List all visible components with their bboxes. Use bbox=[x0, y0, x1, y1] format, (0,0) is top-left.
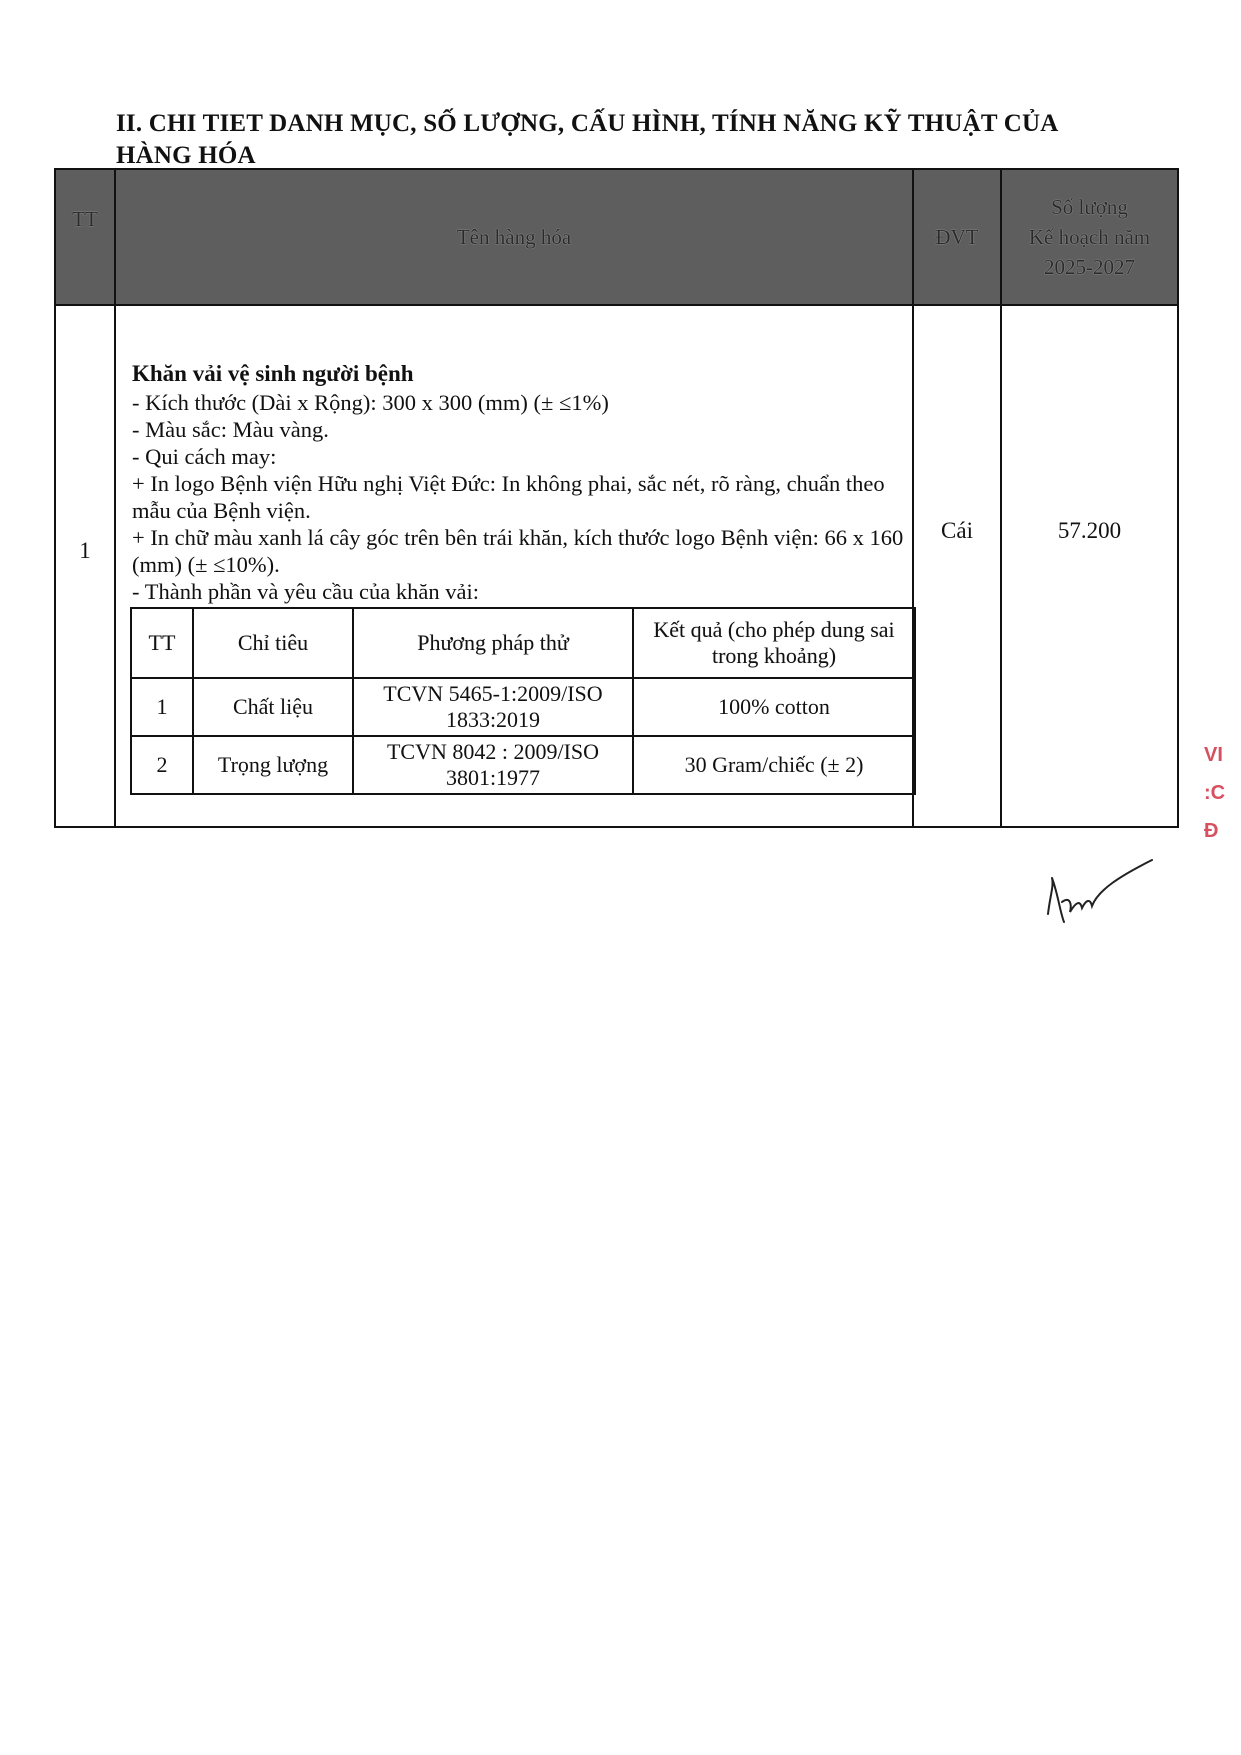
product-title: Khăn vải vệ sinh người bệnh bbox=[132, 361, 414, 386]
table-row bbox=[131, 736, 915, 794]
stamp-text: Đ bbox=[1204, 820, 1219, 842]
signature-icon bbox=[1040, 856, 1160, 936]
row-unit: Cái bbox=[913, 305, 1001, 827]
header-qty-line2: Kế hoạch năm bbox=[1028, 225, 1151, 249]
spec-header-result: Kết quả (cho phép dung sai trong khoảng) bbox=[633, 608, 915, 678]
spec-cell-criteria: Chất liệu bbox=[193, 678, 353, 736]
stamp-fragment bbox=[1204, 736, 1241, 850]
header-qty bbox=[1001, 169, 1178, 305]
spec-cell-tt: 1 bbox=[131, 678, 193, 736]
header-qty-line1: Số lượng bbox=[1051, 195, 1128, 219]
header-unit: ĐVT bbox=[913, 169, 1001, 305]
description-line: - Qui cách may: bbox=[132, 444, 277, 469]
stamp-text: VI bbox=[1204, 744, 1223, 766]
header-tt: TT bbox=[55, 169, 115, 305]
spec-cell-method: TCVN 8042 : 2009/ISO 3801:1977 bbox=[353, 736, 633, 794]
spec-table bbox=[130, 607, 916, 795]
spec-cell-tt: 2 bbox=[131, 736, 193, 794]
header-qty-line3: 2025-2027 bbox=[1044, 255, 1135, 279]
table-row bbox=[131, 678, 915, 736]
description-line: - Thành phần và yêu cầu của khăn vải: bbox=[132, 579, 479, 604]
spec-cell-result: 100% cotton bbox=[633, 678, 915, 736]
description-line: - Kích thước (Dài x Rộng): 300 x 300 (mm) (± ≤1%) bbox=[132, 390, 609, 415]
goods-table bbox=[54, 168, 1179, 828]
row-description bbox=[115, 305, 913, 827]
section-heading: II. CHI TIET DANH MỤC, SỐ LƯỢNG, CẤU HÌNH, TÍNH NĂNG KỸ THUẬT CỦA HÀNG HÓA bbox=[116, 110, 1058, 169]
spec-cell-method: TCVN 5465-1:2009/ISO 1833:2019 bbox=[353, 678, 633, 736]
spec-header-method: Phương pháp thử bbox=[353, 608, 633, 678]
spec-cell-criteria: Trọng lượng bbox=[193, 736, 353, 794]
spec-cell-result: 30 Gram/chiếc (± 2) bbox=[633, 736, 915, 794]
stamp-text: :C bbox=[1204, 782, 1226, 804]
description-line: - Màu sắc: Màu vàng. bbox=[132, 417, 329, 442]
row-qty: 57.200 bbox=[1001, 305, 1178, 827]
header-name: Tên hàng hóa bbox=[115, 169, 913, 305]
spec-table-header bbox=[131, 608, 915, 678]
description-line: + In logo Bệnh viện Hữu nghị Việt Đức: In không phai, sắc nét, rõ ràng, chuẩn theo mẫu của Bệnh viện. bbox=[132, 471, 885, 523]
spec-header-criteria: Chỉ tiêu bbox=[193, 608, 353, 678]
row-tt: 1 bbox=[55, 305, 115, 827]
table-row bbox=[55, 305, 1178, 827]
goods-table-header bbox=[55, 169, 1178, 305]
spec-header-tt: TT bbox=[131, 608, 193, 678]
description-line: + In chữ màu xanh lá cây góc trên bên trái khăn, kích thước logo Bệnh viện: 66 x 160 (mm) (± ≤10%). bbox=[132, 525, 904, 577]
